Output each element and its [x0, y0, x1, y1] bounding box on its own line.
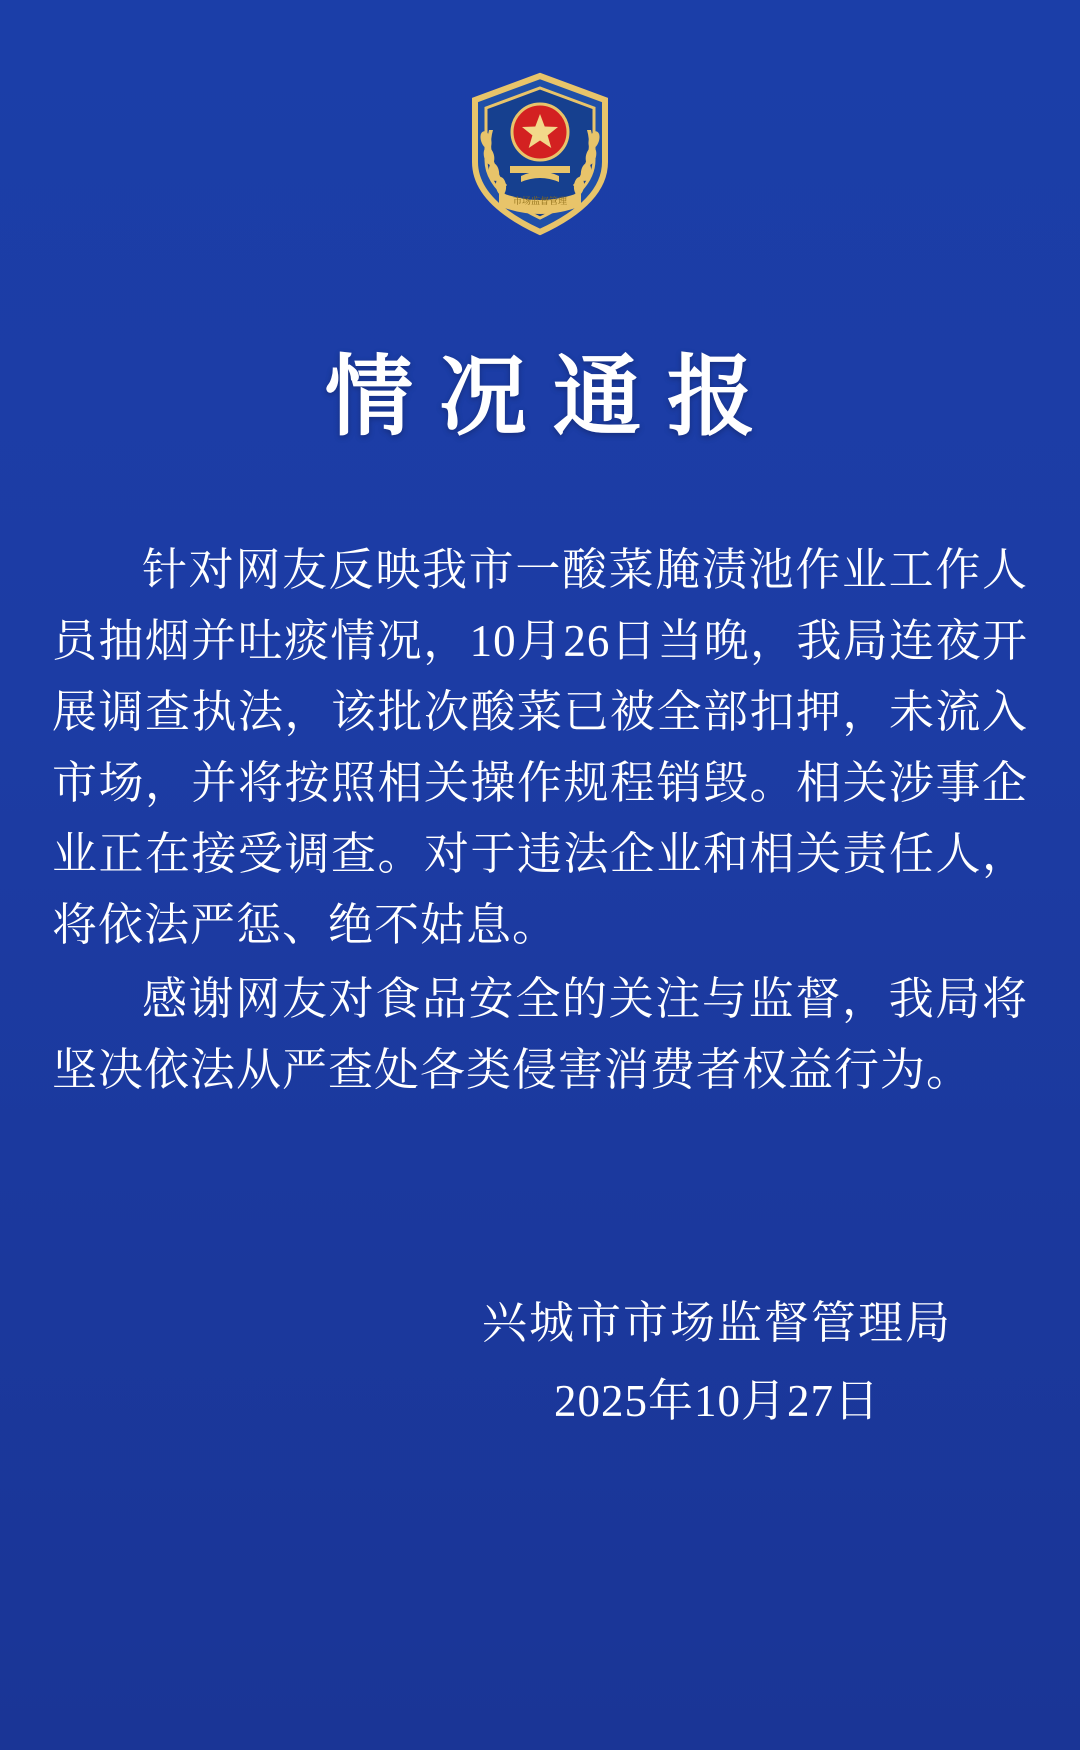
signature-date: 2025年10月27日	[553, 1375, 880, 1426]
china-market-regulation-emblem-icon	[455, 70, 625, 240]
svg-text:市场监督管理: 市场监督管理	[512, 196, 568, 206]
notice-body	[52, 535, 1028, 1108]
notice-paragraph-2: 感谢网友对食品安全的关注与监督，我局将坚决依法从严查处各类侵害消费者权益行为。	[52, 973, 1028, 1095]
signature-organization: 兴城市市场监督管理局	[481, 1298, 952, 1348]
page-title: 情况通报	[324, 350, 781, 447]
notice-paragraph-1: 针对网友反映我市一酸菜腌渍池作业工作人员抽烟并吐痰情况，10月26日当晚，我局连夜开展调查执法，该批次酸菜已被全部扣押，未流入市场，并将按照相关操作规程销毁。相关涉事企业正在接受调查。对于违法企业和相关责任人，将依法严惩、绝不姑息。	[52, 545, 1028, 951]
emblem-container	[0, 70, 1080, 240]
signature-block	[482, 1290, 952, 1435]
